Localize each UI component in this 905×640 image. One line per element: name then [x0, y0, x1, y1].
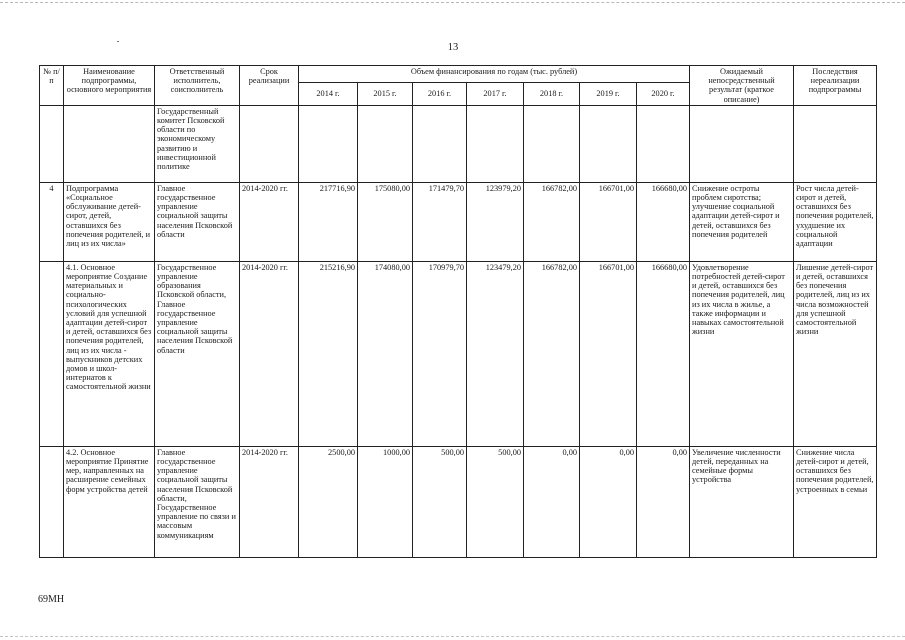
cell-name: 4.2. Основное мероприятие Принятие мер, направленных на расширение семейных форм устройства детей — [64, 446, 155, 557]
cell-value — [467, 105, 524, 182]
cell-value — [358, 105, 413, 182]
cell-value: 217716,90 — [299, 182, 358, 261]
cell-value: 0,00 — [637, 446, 690, 557]
cell-name — [64, 105, 155, 182]
cell-responsible: Государственное управление образования Псковской области, Главное государственное управление социальной защиты населения Псковской области — [155, 261, 240, 446]
cell-consequences: Лишение детей-сирот и детей, оставшихся без попечения родителей, лиц из их числа возможностей для успешной самостоятельной жизни — [794, 261, 877, 446]
header-year: 2018 г. — [524, 82, 580, 105]
scan-edge-top — [0, 2, 905, 3]
cell-value: 166680,00 — [637, 261, 690, 446]
cell-value — [299, 105, 358, 182]
cell-term: 2014-2020 гг. — [240, 182, 299, 261]
cell-consequences: Снижение числа детей-сирот и детей, оставшихся без попечения родителей, устроенных в семьи — [794, 446, 877, 557]
cell-responsible: Государственный комитет Псковской области по экономическому развитию и инвестиционной политике — [155, 105, 240, 182]
header-year: 2017 г. — [467, 82, 524, 105]
cell-name: Подпрограмма «Социальное обслуживание детей-сирот, детей, оставшихся без попечения родителей, и лиц из их числа» — [64, 182, 155, 261]
cell-value — [413, 105, 467, 182]
cell-value: 166701,00 — [580, 261, 637, 446]
header-year: 2020 г. — [637, 82, 690, 105]
cell-value: 166680,00 — [637, 182, 690, 261]
cell-value: 166782,00 — [524, 261, 580, 446]
header-funding: Объем финансирования по годам (тыс. рублей) — [299, 66, 690, 83]
cell-term — [240, 105, 299, 182]
table-row — [40, 182, 877, 261]
header-year: 2019 г. — [580, 82, 637, 105]
cell-name: 4.1. Основное мероприятие Создание материальных и социально-психологических условий для успешной адаптации детей-сирот и детей, оставшихся без попечения родителей, лиц из их числа - выпускников детских домов и школ-интернатов к самостоятельной жизни — [64, 261, 155, 446]
cell-value: 0,00 — [524, 446, 580, 557]
cell-value: 123479,20 — [467, 261, 524, 446]
cell-responsible: Главное государственное управление социальной защиты населения Псковской области — [155, 182, 240, 261]
header-year: 2014 г. — [299, 82, 358, 105]
cell-value: 0,00 — [580, 446, 637, 557]
cell-term: 2014-2020 гг. — [240, 261, 299, 446]
cell-value: 500,00 — [467, 446, 524, 557]
cell-value: 174080,00 — [358, 261, 413, 446]
cell-result: Снижение остроты проблем сиротства; улучшение социальной адаптации детей-сирот и детей, оставшихся без попечения родителей — [690, 182, 794, 261]
header-term: Срок реализации — [240, 66, 299, 106]
cell-value: 166782,00 — [524, 182, 580, 261]
page-number: 13 — [447, 42, 459, 53]
table-row — [40, 261, 877, 446]
cell-value — [524, 105, 580, 182]
cell-value: 170979,70 — [413, 261, 467, 446]
header-consequences: Последствия нереализации подпрограммы — [794, 66, 877, 106]
header-name: Наименование подпрограммы, основного мероприятия — [64, 66, 155, 106]
cell-result — [690, 105, 794, 182]
scan-edge-bottom — [0, 636, 905, 637]
program-table — [39, 65, 877, 558]
document-code: 69МН — [38, 594, 65, 605]
cell-num — [40, 261, 64, 446]
scan-speck — [117, 41, 119, 42]
header-row — [40, 66, 877, 83]
cell-value — [637, 105, 690, 182]
cell-consequences — [794, 105, 877, 182]
header-result: Ожидаемый непосредственный результат (краткое описание) — [690, 66, 794, 106]
cell-num — [40, 105, 64, 182]
cell-value — [580, 105, 637, 182]
cell-value: 1000,00 — [358, 446, 413, 557]
cell-value: 215216,90 — [299, 261, 358, 446]
cell-result: Увеличение численности детей, переданных на семейные формы устройства — [690, 446, 794, 557]
header-responsible: Ответственный исполнитель, соисполнитель — [155, 66, 240, 106]
header-year: 2015 г. — [358, 82, 413, 105]
header-year: 2016 г. — [413, 82, 467, 105]
cell-value: 175080,00 — [358, 182, 413, 261]
cell-term: 2014-2020 гг. — [240, 446, 299, 557]
cell-consequences: Рост числа детей-сирот и детей, оставшихся без попечения родителей, ухудшение их социальной адаптации — [794, 182, 877, 261]
cell-value: 500,00 — [413, 446, 467, 557]
table-row — [40, 446, 877, 557]
cell-result: Удовлетворение потребностей детей-сирот и детей, оставшихся без попечения родителей, лиц из их числа в жилье, а также информации и навыках самостоятельной жизни — [690, 261, 794, 446]
cell-value: 2500,00 — [299, 446, 358, 557]
cell-num: 4 — [40, 182, 64, 261]
table-row — [40, 105, 877, 182]
cell-responsible: Главное государственное управление социальной защиты населения Псковской области, Государственное управление по связи и массовым коммуникациям — [155, 446, 240, 557]
cell-value: 123979,20 — [467, 182, 524, 261]
cell-num — [40, 446, 64, 557]
cell-value: 171479,70 — [413, 182, 467, 261]
header-num: № п/п — [40, 66, 64, 106]
cell-value: 166701,00 — [580, 182, 637, 261]
